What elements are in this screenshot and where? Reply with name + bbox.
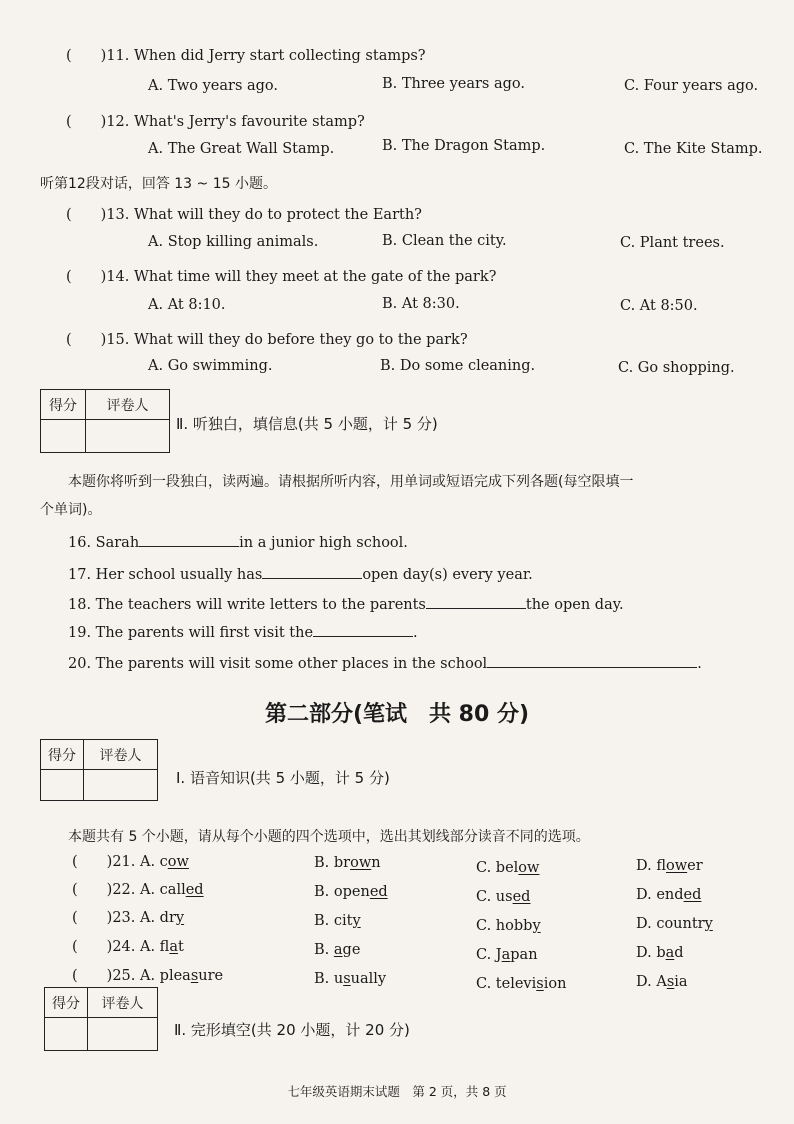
page-footer: 七年级英语期末试题 第 2 页，共 8 页 — [287, 1084, 507, 1099]
question-number: ( )21. — [72, 854, 136, 870]
question-13 — [66, 203, 422, 224]
option-a: A. Stop killing animals. — [148, 234, 319, 250]
part-title: 第二部分(笔试 共 80 分) — [264, 702, 530, 727]
underlined-part: y — [352, 913, 361, 929]
question-number: ( )24. — [72, 939, 136, 955]
phonetics-item-24 — [72, 935, 184, 956]
fill-item-16 — [68, 532, 408, 551]
option-c: C. used — [476, 889, 531, 905]
section-title-phonetics: Ⅰ. 语音知识(共 5 小题，计 5 分) — [176, 769, 390, 787]
score-cell[interactable] — [45, 1018, 88, 1051]
underlined-part: s — [666, 974, 675, 990]
answer-blank[interactable] — [313, 622, 413, 637]
option-c: C. The Kite Stamp. — [624, 141, 763, 157]
fill-item-text: 19. The parents will first visit the — [68, 625, 314, 641]
score-box — [40, 739, 158, 801]
option-a: A. dry — [139, 910, 185, 926]
fill-item-19 — [68, 622, 418, 641]
option-c: C. Go shopping. — [618, 360, 735, 376]
grader-cell[interactable] — [86, 420, 170, 453]
option-c: C. below — [476, 860, 540, 876]
option-b: B. At 8:30. — [382, 296, 460, 312]
underlined-part: s — [536, 976, 544, 992]
option-b: B. Clean the city. — [382, 233, 507, 249]
fill-item-text: . — [697, 656, 702, 672]
question-14 — [66, 265, 496, 286]
section-title-listening: Ⅱ. 听独白，填信息(共 5 小题，计 5 分) — [176, 415, 438, 433]
underlined-part: ed — [683, 887, 702, 903]
underlined-part: y — [532, 918, 541, 934]
score-cell[interactable] — [41, 420, 86, 453]
section-instruction-cont: 个单词)。 — [40, 502, 102, 518]
option-d: D. ended — [636, 887, 702, 903]
question-11 — [66, 44, 426, 65]
option-b: B. The Dragon Stamp. — [382, 138, 546, 154]
answer-blank[interactable] — [426, 594, 526, 609]
section-instruction: 本题你将听到一段独白，读两遍。请根据所听内容，用单词或短语完成下列各题(每空限填一 — [68, 474, 634, 490]
question-text: What will they do to protect the Earth? — [133, 207, 422, 223]
fill-item-text: 20. The parents will visit some other places in the school — [68, 656, 488, 672]
option-b: B. Three years ago. — [382, 76, 525, 92]
question-text: What's Jerry's favourite stamp? — [133, 114, 365, 130]
underlined-part: a — [501, 947, 511, 963]
fill-item-text: 16. Sarah — [68, 535, 140, 551]
option-b: B. brown — [314, 855, 381, 871]
option-b: B. Do some cleaning. — [380, 358, 536, 374]
grader-label: 评卷人 — [88, 988, 158, 1018]
question-text: When did Jerry start collecting stamps? — [133, 48, 426, 64]
option-d: D. flower — [636, 858, 703, 874]
score-cell[interactable] — [41, 770, 84, 801]
underlined-part: a — [333, 942, 343, 958]
option-c: C. Plant trees. — [620, 235, 725, 251]
score-label: 得分 — [41, 390, 86, 420]
question-number: ( )12. — [66, 114, 130, 130]
phonetics-item-23 — [72, 906, 184, 927]
phonetics-item-25 — [72, 964, 223, 985]
option-b: B. usually — [314, 971, 387, 987]
underlined-part: ow — [518, 860, 540, 876]
question-text: What time will they meet at the gate of the park? — [133, 269, 497, 285]
option-b: B. city — [314, 913, 361, 929]
fill-item-text: . — [413, 625, 418, 641]
option-a: A. The Great Wall Stamp. — [148, 141, 335, 157]
grader-label: 评卷人 — [84, 740, 158, 770]
underlined-part: y — [175, 910, 185, 926]
option-a: A. called — [139, 882, 204, 898]
question-15 — [66, 328, 468, 349]
score-label: 得分 — [45, 988, 88, 1018]
option-a: A. Two years ago. — [148, 78, 279, 94]
section-instruction: 本题共有 5 个小题，请从每个小题的四个选项中，选出其划线部分读音不同的选项。 — [68, 829, 590, 845]
grader-cell[interactable] — [88, 1018, 158, 1051]
answer-blank[interactable] — [487, 653, 697, 668]
option-b: B. opened — [314, 884, 388, 900]
fill-item-text: the open day. — [525, 597, 624, 613]
dialogue-instruction: 听第12段对话，回答 13 ~ 15 小题。 — [40, 176, 277, 192]
section-title-cloze: Ⅱ. 完形填空(共 20 小题，计 20 分) — [174, 1021, 410, 1039]
grader-cell[interactable] — [84, 770, 158, 801]
underlined-part: ow — [350, 855, 372, 871]
grader-label: 评卷人 — [86, 390, 170, 420]
fill-item-18 — [68, 594, 624, 613]
option-c: C. Japan — [476, 947, 538, 963]
question-text: What will they do before they go to the park? — [133, 332, 468, 348]
phonetics-item-21 — [72, 850, 189, 871]
question-number: ( )11. — [66, 48, 130, 64]
question-number: ( )23. — [72, 910, 136, 926]
fill-item-20 — [68, 653, 702, 672]
option-d: D. bad — [636, 945, 684, 961]
underlined-part: s — [190, 968, 199, 984]
question-number: ( )25. — [72, 968, 136, 984]
underlined-part: ed — [185, 882, 204, 898]
question-number: ( )15. — [66, 332, 130, 348]
question-number: ( )22. — [72, 882, 136, 898]
underlined-part: ed — [369, 884, 388, 900]
option-a: A. pleasure — [139, 968, 224, 984]
option-a: A. cow — [139, 854, 189, 870]
option-c: C. television — [476, 976, 567, 992]
option-b: B. age — [314, 942, 361, 958]
answer-blank[interactable] — [262, 564, 362, 579]
score-box — [40, 389, 170, 453]
score-label: 得分 — [41, 740, 84, 770]
option-c: C. Four years ago. — [624, 78, 759, 94]
fill-item-text: 18. The teachers will write letters to the parents — [68, 597, 426, 613]
option-c: C. hobby — [476, 918, 541, 934]
option-d: D. Asia — [636, 974, 688, 990]
option-c: C. At 8:50. — [620, 298, 698, 314]
underlined-part: ow — [666, 858, 688, 874]
answer-blank[interactable] — [139, 532, 239, 547]
score-box — [44, 987, 158, 1051]
fill-item-text: open day(s) every year. — [362, 567, 533, 583]
question-number: ( )14. — [66, 269, 130, 285]
phonetics-item-22 — [72, 878, 204, 899]
question-number: ( )13. — [66, 207, 130, 223]
underlined-part: s — [343, 971, 351, 987]
underlined-part: y — [704, 916, 713, 932]
option-a: A. Go swimming. — [148, 358, 273, 374]
underlined-part: ed — [512, 889, 531, 905]
fill-item-text: 17. Her school usually has — [68, 567, 263, 583]
option-d: D. country — [636, 916, 713, 932]
underlined-part: ow — [167, 854, 189, 870]
option-a: A. flat — [139, 939, 184, 955]
question-12 — [66, 110, 365, 131]
underlined-part: a — [169, 939, 179, 955]
option-a: A. At 8:10. — [148, 297, 226, 313]
underlined-part: a — [665, 945, 675, 961]
fill-item-17 — [68, 564, 533, 583]
fill-item-text: in a junior high school. — [239, 535, 408, 551]
